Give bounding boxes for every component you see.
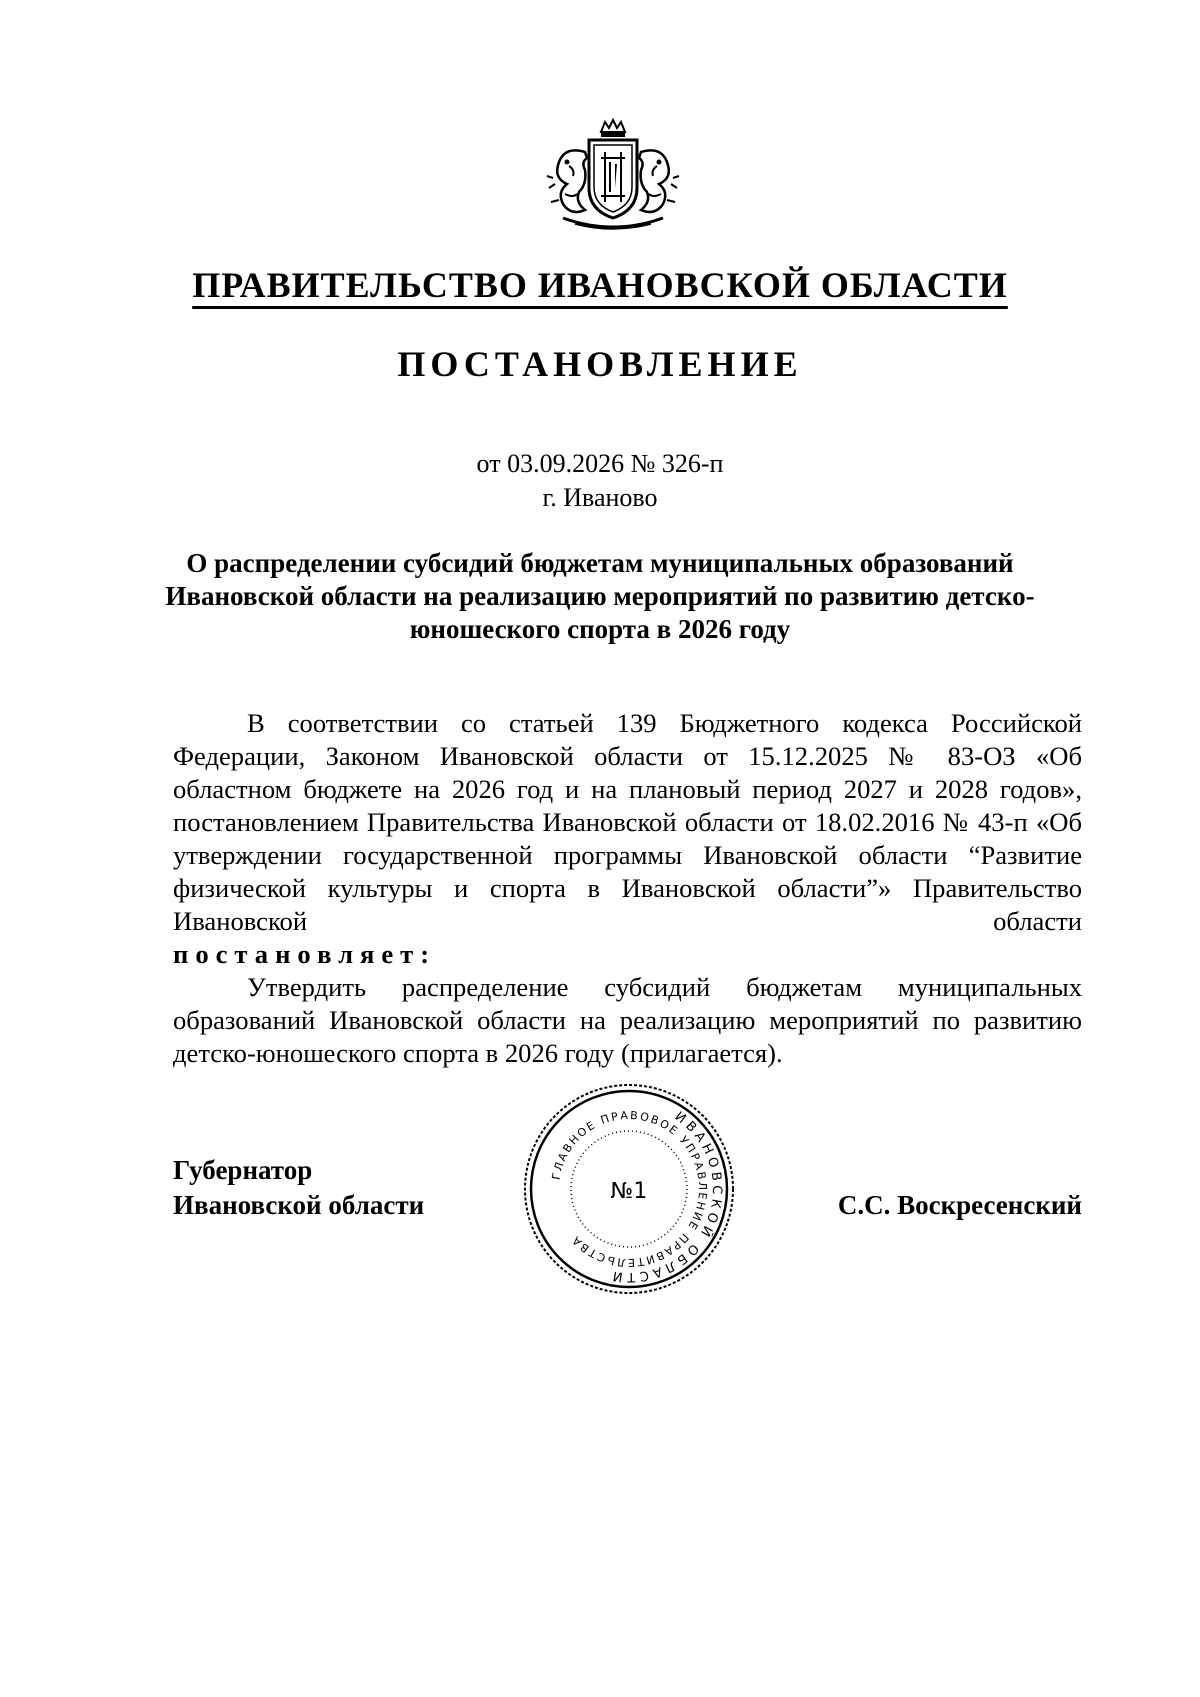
document-subject-title: О распределении субсидий бюджетам муниципальных образований Ивановской области на реализацию мероприятий по развитию детско-юношеского спорта в 2026 году bbox=[165, 548, 1035, 644]
document-date-number: от 03.09.2026 № 326-п bbox=[476, 449, 724, 478]
resolution-text: Утвердить распределение субсидий бюджетам муниципальных образований Ивановской области на реализацию мероприятий по развитию детско-юношеского спорта в 2026 году (прилагается). bbox=[173, 972, 1082, 1068]
stamp-outer-text: ИВАНОВСКОЙ ОБЛАСТИ bbox=[608, 1109, 725, 1285]
coat-of-arms-icon bbox=[545, 118, 681, 236]
preamble-text: В соответствии со статьей 139 Бюджетного кодекса Российской Федерации, Законом Ивановской области от 15.12.2025 № 83-ОЗ «Об областном бюджете на 2026 год и на плановый период 2027 и 2028 годов», постановлением Правительства Ивановской области от 18.02.2016 № 43-п «Об утверждении государственной программы Ивановской области “Развитие физической культуры и спорта в Ивановской области”» Правительство Ивановской области bbox=[173, 708, 1082, 936]
document-body bbox=[173, 707, 1082, 1070]
stamp-number: №1 bbox=[610, 1179, 648, 1204]
government-name-text: ПРАВИТЕЛЬСТВО ИВАНОВСКОЙ ОБЛАСТИ bbox=[192, 265, 1008, 305]
official-stamp-icon bbox=[522, 1082, 736, 1296]
stamp-inner-text: ГЛАВНОЕ ПРАВОВОЕ УПРАВЛЕНИЕ ПРАВИТЕЛЬСТВА bbox=[549, 1108, 710, 1270]
preamble-paragraph bbox=[173, 707, 1082, 938]
document-city: г. Иваново bbox=[542, 483, 658, 512]
document-type-heading: ПОСТАНОВЛЕНИЕ bbox=[397, 344, 803, 384]
decree-word-line bbox=[173, 938, 1082, 971]
signatory-name: С.С. Воскресенский bbox=[837, 1190, 1082, 1220]
signatory-position-line2: Ивановской области bbox=[173, 1190, 425, 1220]
signatory-position bbox=[173, 1153, 424, 1223]
government-name-heading bbox=[0, 263, 1200, 307]
signatory-position-line1: Губернатор bbox=[173, 1155, 313, 1185]
decree-word: постановляет: bbox=[173, 939, 437, 969]
resolution-paragraph bbox=[173, 971, 1082, 1070]
